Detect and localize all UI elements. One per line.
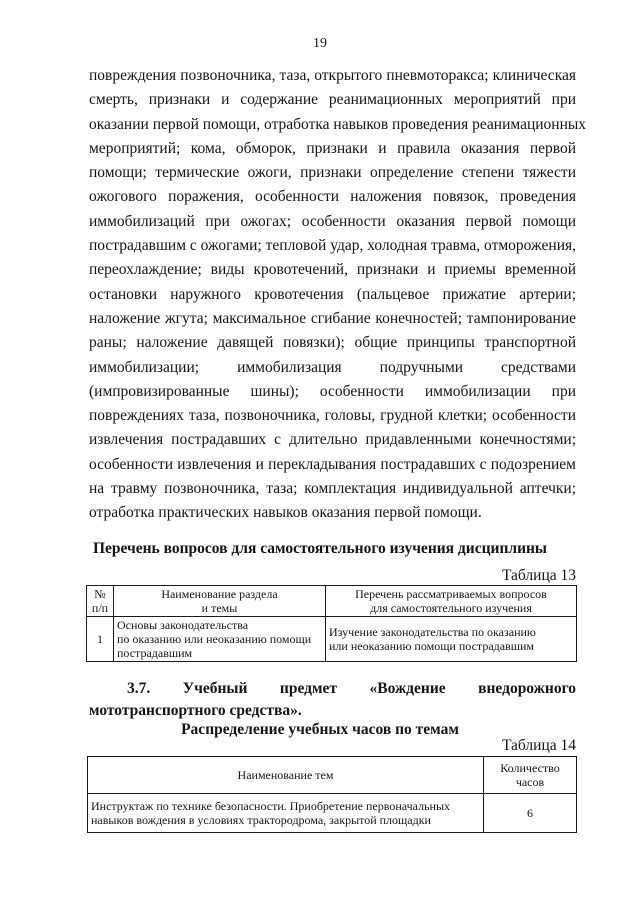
body-line: (импровизированные шины); особенности иммобилизации при [89,382,576,400]
cell-section: Основы законодательства по оказанию или неоказанию помощи пострадавшим [114,617,326,662]
body-line: особенности извлечения и перекладывания пострадавших с подозрением [89,455,576,473]
body-line: ожогового поражения, особенности наложения повязок, проведения [89,188,576,206]
section-heading-hours: Распределение учебных часов по темам [181,721,459,738]
table-header-row [88,757,577,794]
body-line: переохлаждение; виды кровотечений, признаки и приемы временной [89,261,576,279]
page-number: 19 [313,36,327,51]
header-cell-topic: Наименование тем [88,757,484,794]
body-line: иммобилизации; иммобилизация подручными средствами [89,358,576,376]
body-line: иммобилизаций при ожогах; особенности оказания первой помощи [89,212,576,230]
table-14 [87,756,577,833]
table-13 [86,585,577,662]
body-line: отработка практических навыков оказания первой помощи. [89,504,482,522]
header-cell-hours: Количество часов [484,757,577,794]
body-line: оказании первой помощи, отработка навыков проведения реанимационных [89,115,587,133]
body-line: извлечения пострадавших с длительно придавленными конечностями; [89,431,576,449]
table-row [87,617,577,662]
table-14-caption: Таблица 14 [501,737,576,754]
body-text [89,64,587,526]
cell-questions: Изучение законодательства по оказанию или неоказанию помощи пострадавшим [326,617,577,662]
cell-topic: Инструктаж по технике безопасности. Приобретение первоначальных навыков вождения в условиях трактородрома, закрытой площадки [88,794,484,833]
subsection-title-line: 3.7. Учебный предмет «Вождение внедорожного [127,680,576,697]
body-line: раны; наложение давящей повязки); общие принципы транспортной [89,334,576,352]
body-line: смерть, признаки и содержание реанимационных мероприятий при [89,91,576,109]
body-line: повреждения позвоночника, таза, открытого пневмоторакса; клиническая [89,67,576,84]
subsection-title-line: мототранспортного средства». [89,702,302,719]
body-line: пострадавшим с ожогами; тепловой удар, холодная травма, отморожения, [89,237,576,255]
header-cell-questions: Перечень рассматриваемых вопросов для самостоятельного изучения [326,586,577,617]
section-heading-self-study: Перечень вопросов для самостоятельного изучения дисциплины [92,540,548,557]
table-13-caption: Таблица 13 [501,567,576,584]
table-row [88,794,577,833]
cell-number: 1 [87,617,114,662]
header-cell-number: № п/п [87,586,114,617]
body-line: мероприятий; кома, обморок, признаки и правила оказания первой [89,139,576,157]
body-line: наложение жгута; максимальное сгибание конечностей; тампонирование [89,309,576,327]
body-line: повреждениях таза, позвоночника, головы, грудной клетки; особенности [89,407,576,425]
body-line: на травму позвоночника, таза; комплектация индивидуальной аптечки; [89,480,576,498]
table-header-row [87,586,577,617]
body-line: помощи; термические ожоги, признаки определение степени тяжести [89,164,576,182]
body-line: остановки наружного кровотечения (пальцевое прижатие артерии; [89,285,576,303]
cell-hours: 6 [484,794,577,833]
header-cell-section: Наименование раздела и темы [114,586,326,617]
subsection-title [89,678,576,722]
